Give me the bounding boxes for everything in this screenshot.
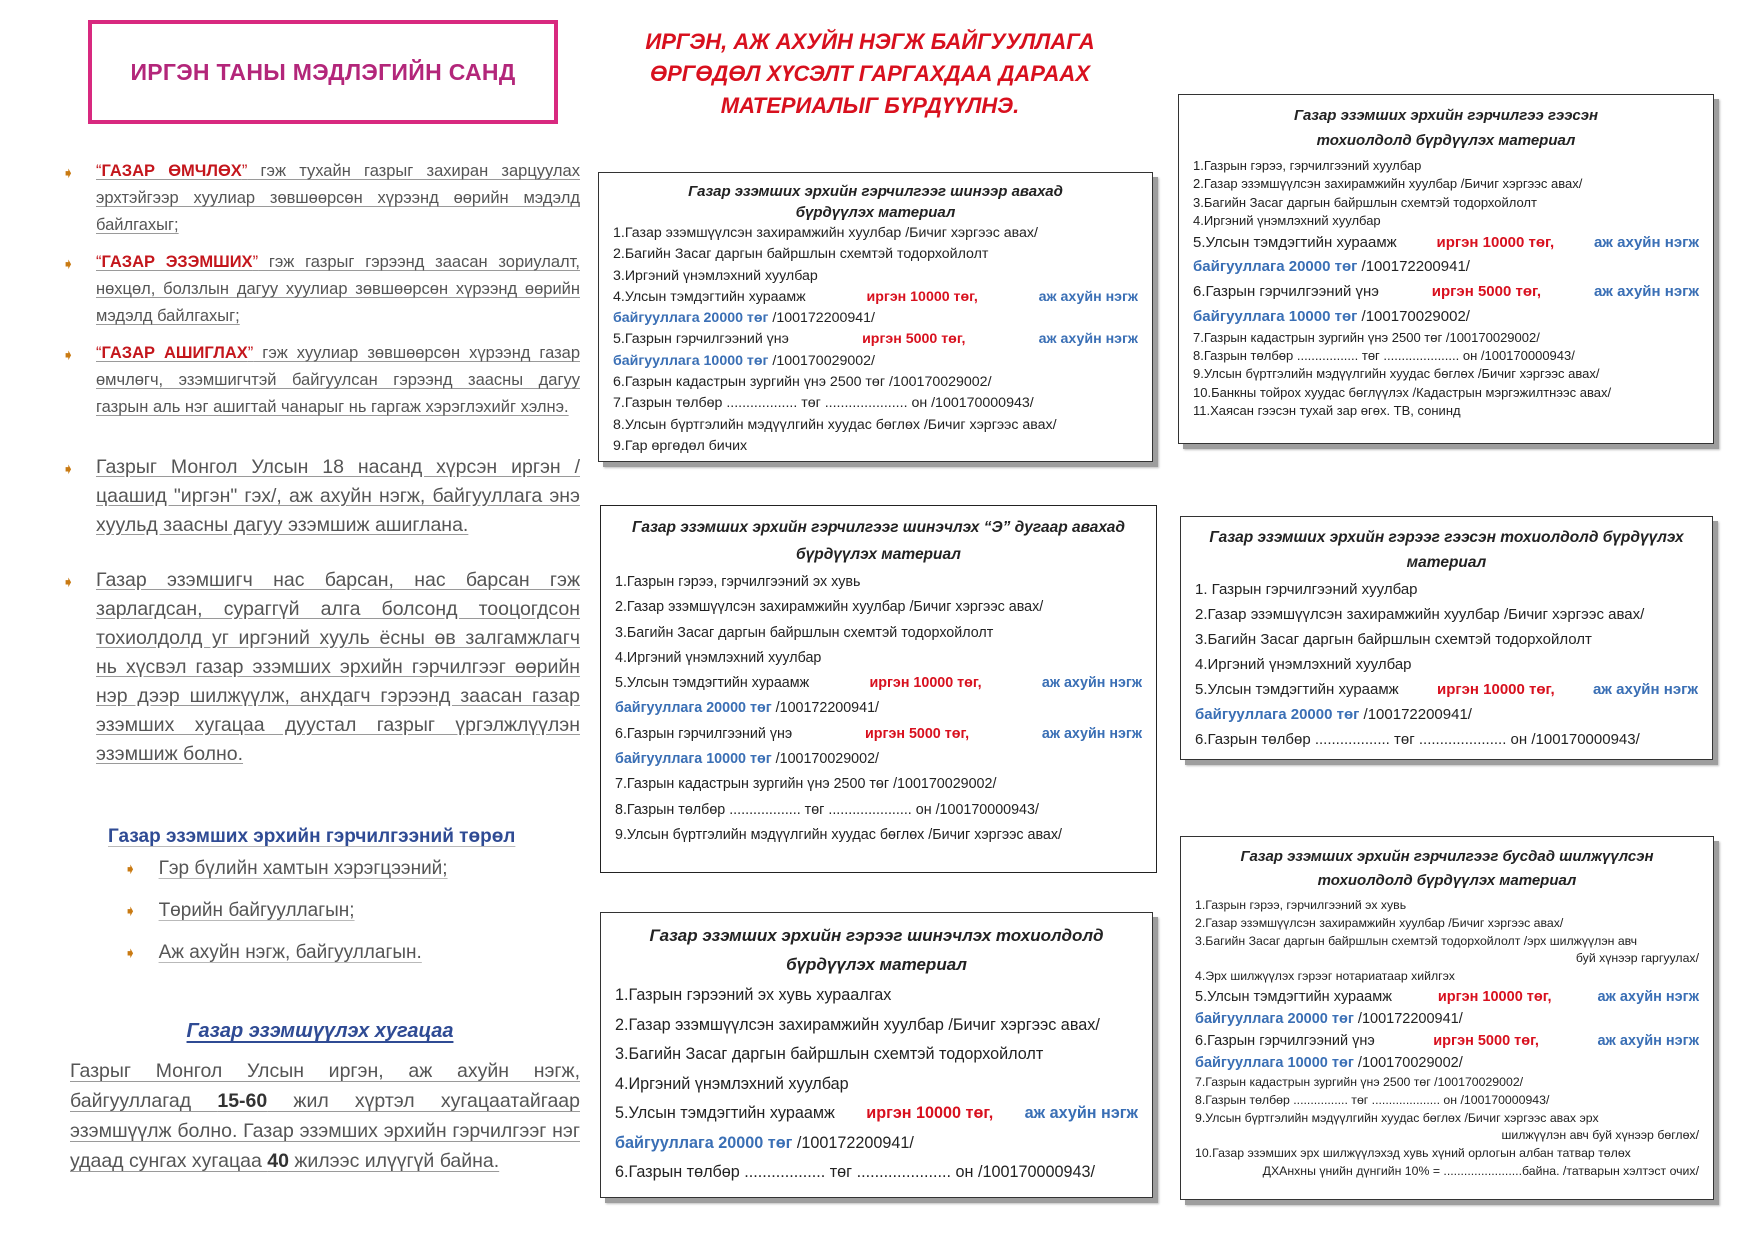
title-box — [88, 20, 558, 124]
definition-text: гэж тухайн газрыг захиран зарцуулах эрхтэйгээр хуулиар зөвшөөрсөн хүрээнд өөрийн мэдэлд байлгахыг; — [96, 162, 580, 234]
card-contract-lost: Газар эзэмших эрхийн гэрээг гээсэн тохиолдолд бүрдүүлэх материал 1. Газрын гэрчилгээний хуулбар 2.Газар эзэмшүүлсэн захирамжийн хуулбар /Бичиг хэргээс авах/ 3.Багийн Засаг даргын байршлын схемтэй тодорхойлолт 4.Иргэний үнэмлэхний хуулбар 5.Улсын тэмдэгтийн хураамж иргэн 10000 төг, аж ахуйн нэгж байгууллага 20000 төг /100172200941/ 6.Газрын төлбөр .................. төг ..................... он /100170000943/ — [1180, 516, 1713, 760]
duration-title: Газар эзэмшүүлэх хугацаа — [186, 1020, 454, 1042]
card-transfer-certificate: Газар эзэмших эрхийн гэрчилгээг бусдад шилжүүлсэн тохиолдолд бүрдүүлэх материал 1.Газрын гэрээ, гэрчилгээний эх хувь 2.Газар эзэмшүүлсэн захирамжийн хуулбар /Бичиг хэргээс авах/ 3.Багийн Засаг даргын байршлын схемтэй тодорхойлолт /эрх шилжүүлэн авч буй хүнээр гаргуулах/ 4.Эрх шилжүүлэх гэрээг нотариатаар хийлгэх 5.Улсын тэмдэгтийн хураамж иргэн 10000 төг, аж ахуйн нэгж байгууллага 20000 төг /100172200941/ 6.Газрын гэрчилгээний үнэ иргэн 5000 төг, аж ахуйн нэгж байгууллага 10000 төг /100170029002/ 7.Газрын кадастрын зургийн үнэ 2500 төг /100170029002/ 8.Газрын төлбөр ................ төг .................... он /100170000943/ 9.Улсын бүртгэлийн мэдүүлгийн хуудас бөглөх /Бичиг хэргээс авах эрх шилжүүлэн авч буй хүнээр бөглөх/ 10.Газар эзэмших эрх шилжүүлэхэд хувь хүний орлогын албан татвар төлөх ДХАнхны үнийн дүнгийн 10% = .......................байна. /татварын хэлтэст очих/ — [1180, 836, 1714, 1200]
definition-text: гэж хуулиар зөвшөөрсөн хүрээнд газар өмчлөгч, эзэмшигчтэй байгуулсан гэрээнд заасны дагуу газрын аль нэг ашигтай чанарыг нь гаргаж хэрэглэхийг хэлнэ. — [96, 344, 580, 416]
term-possess: ГАЗАР ЭЗЭМШИХ — [101, 253, 253, 271]
red-heading-line: МАТЕРИАЛЫГ БҮРДҮҮЛНЭ. — [720, 93, 1020, 118]
duration-text: Газрыг Монгол Улсын иргэн, аж ахуйн нэгж, байгууллагад 15-60 жил хүртэл хугацаатайгаар эзэмшүүлж болно. Газар эзэмших эрхийн гэрчилгээг нэг удаад сунгах хугацаа 40 жилээс илүүгүй байна. — [70, 1060, 580, 1172]
bullet-arrow-icon: ➧ — [62, 461, 75, 478]
bullet-arrow-icon: ➧ — [124, 903, 137, 920]
red-heading-line: ӨРГӨДӨЛ ХҮСЭЛТ ГАРГАХДАА ДАРААХ — [650, 61, 1090, 86]
paragraph-citizen-rights: ➧ Газрыг Монгол Улсын 18 насанд хүрсэн иргэн /цаашид "иргэн" гэх/, аж ахуйн нэгж, байгууллага энэ хуульд заасны дагуу эзэмшиж ашиглана. — [62, 456, 580, 536]
certificate-type-item: ➧ Төрийн байгууллагын; — [124, 900, 355, 921]
certificate-type-item: ➧ Аж ахуйн нэгж, байгууллагын. — [124, 942, 422, 963]
bullet-arrow-icon: ➧ — [124, 945, 137, 962]
card-title: Газар эзэмших эрхийн гэрээг шинэчлэх тохиолдолд бүрдүүлэх материал — [649, 926, 1104, 974]
page-title: ИРГЭН ТАНЫ МЭДЛЭГИЙН САНД — [130, 58, 516, 85]
card-title: Газар эзэмших эрхийн гэрчилгээ гээсэн тохиолдолд бүрдүүлэх материал — [1293, 107, 1599, 149]
card-title: Газар эзэмших эрхийн гэрээг гээсэн тохиолдолд бүрдүүлэх материал — [1209, 529, 1684, 571]
bullet-arrow-icon: ➧ — [124, 861, 137, 878]
bullet-arrow-icon: ➧ — [62, 347, 75, 364]
term-own: ГАЗАР ӨМЧЛӨХ — [101, 162, 242, 180]
definition-use: ➧ “ГАЗАР АШИГЛАХ” гэж хуулиар зөвшөөрсөн хүрээнд газар өмчлөгч, эзэмшигчтэй байгуулсан гэрээнд заасны дагуу газрын аль нэг ашигтай чанарыг нь гаргаж хэрэглэхийг хэлнэ. — [62, 344, 580, 416]
card-new-certificate: Газар эзэмших эрхийн гэрчилгээг шинээр авахад бүрдүүлэх материал 1.Газар эзэмшүүлсэн захирамжийн хуулбар /Бичиг хэргээс авах/ 2.Багийн Засаг даргын байршлын схемтэй тодорхойлолт 3.Иргэний үнэмлэхний хуулбар 4.Улсын тэмдэгтийн хураамж иргэн 10000 төг, аж ахуйн нэгж байгууллага 20000 төг /100172200941/ 5.Газрын гэрчилгээний үнэ иргэн 5000 төг, аж ахуйн нэгж байгууллага 10000 төг /100170029002/ 6.Газрын кадастрын зургийн үнэ 2500 төг /100170029002/ 7.Газрын төлбөр .................. төг ..................... он /100170000943/ 8.Улсын бүртгэлийн мэдүүлгийн хуудас бөглөх /Бичиг хэргээс авах/ 9.Гар өргөдөл бичих — [598, 172, 1153, 462]
card-title: Газар эзэмших эрхийн гэрчилгээг шинээр авахад бүрдүүлэх материал — [688, 183, 1063, 221]
card-contract-renew: Газар эзэмших эрхийн гэрээг шинэчлэх тохиолдолд бүрдүүлэх материал 1.Газрын гэрээний эх хувь хураалгах 2.Газар эзэмшүүлсэн захирамжийн хуулбар /Бичиг хэргээс авах/ 3.Багийн Засаг даргын байршлын схемтэй тодорхойлолт 4.Иргэний үнэмлэхний хуулбар 5.Улсын тэмдэгтийн хураамж иргэн 10000 төг, аж ахуйн нэгж байгууллага 20000 төг /100172200941/ 6.Газрын төлбөр .................. төг ..................... он /100170000943/ — [600, 912, 1153, 1198]
certificate-types-title: Газар эзэмших эрхийн гэрчилгээний төрөл — [108, 826, 516, 847]
definition-own: ➧ “ГАЗАР ӨМЧЛӨХ” гэж тухайн газрыг захиран зарцуулах эрхтэйгээр хуулиар зөвшөөрсөн хүрээнд өөрийн мэдэлд байлгахыг; — [62, 162, 580, 234]
bullet-arrow-icon: ➧ — [62, 574, 75, 591]
term-use: ГАЗАР АШИГЛАХ — [101, 344, 248, 362]
red-heading — [600, 26, 1140, 122]
bullet-arrow-icon: ➧ — [62, 256, 75, 273]
certificate-type-item: ➧ Гэр бүлийн хамтын хэрэгцээний; — [124, 858, 448, 879]
card-title: Газар эзэмших эрхийн гэрчилгээг бусдад шилжүүлсэн тохиолдолд бүрдүүлэх материал — [1240, 848, 1654, 889]
card-title: Газар эзэмших эрхийн гэрчилгээг шинэчлэх “Э” дугаар авахад бүрдүүлэх материал — [632, 519, 1125, 563]
red-heading-line: ИРГЭН, АЖ АХУЙН НЭГЖ БАЙГУУЛЛАГА — [645, 29, 1095, 54]
card-renew-certificate: Газар эзэмших эрхийн гэрчилгээг шинэчлэх “Э” дугаар авахад бүрдүүлэх материал 1.Газрын гэрээ, гэрчилгээний эх хувь 2.Газар эзэмшүүлсэн захирамжийн хуулбар /Бичиг хэргээс авах/ 3.Багийн Засаг даргын байршлын схемтэй тодорхойлолт 4.Иргэний үнэмлэхний хуулбар 5.Улсын тэмдэгтийн хураамж иргэн 10000 төг, аж ахуйн нэгж байгууллага 20000 төг /100172200941/ 6.Газрын гэрчилгээний үнэ иргэн 5000 төг, аж ахуйн нэгж байгууллага 10000 төг /100170029002/ 7.Газрын кадастрын зургийн үнэ 2500 төг /100170029002/ 8.Газрын төлбөр .................. төг ..................... он /100170000943/ 9.Улсын бүртгэлийн мэдүүлгийн хуудас бөглөх /Бичиг хэргээс авах/ — [600, 505, 1157, 873]
definition-text: гэж газрыг гэрээнд заасан зориулалт, нөхцөл, болзлын дагуу хуулиар зөвшөөрсөн хүрээнд өөрийн мэдэлд байлгахыг; — [96, 253, 580, 325]
definitions-column — [60, 158, 580, 769]
bullet-arrow-icon: ➧ — [62, 165, 75, 182]
card-lost-certificate: Газар эзэмших эрхийн гэрчилгээ гээсэн тохиолдолд бүрдүүлэх материал 1.Газрын гэрээ, гэрчилгээний хуулбар 2.Газар эзэмшүүлсэн захирамжийн хуулбар /Бичиг хэргээс авах/ 3.Багийн Засаг даргын байршлын схемтэй тодорхойлолт 4.Иргэний үнэмлэхний хуулбар 5.Улсын тэмдэгтийн хураамж иргэн 10000 төг, аж ахуйн нэгж байгууллага 20000 төг /100172200941/ 6.Газрын гэрчилгээний үнэ иргэн 5000 төг, аж ахуйн нэгж байгууллага 10000 төг /100170029002/ 7.Газрын кадастрын зургийн үнэ 2500 төг /100170029002/ 8.Газрын төлбөр ................. төг ..................... он /100170000943/ 9.Улсын бүртгэлийн мэдүүлгийн хуудас бөглөх /Бичиг хэргээс авах/ 10.Банкны тойрох хуудас бөглүүлэх /Кадастрын мэргэжилтнээс авах/ 11.Хаясан гээсэн тухай зар өгөх. ТВ, сонинд — [1178, 94, 1714, 444]
paragraph-inheritance: ➧ Газар эзэмшигч нас барсан, нас барсан гэж зарлагдсан, сураггүй алга болсонд тооцогдсон тохиолдолд уг иргэний хууль ёсны өв залгамжлагч нь хүсвэл газар эзэмших эрхийн гэрчилгээг өөрийн нэр дээр шилжүүлж, анхдагч гэрээнд заасан газар эзэмших хугацаа дуустал газрыг үргэлжлүүлэн эзэмшиж болно. — [62, 569, 580, 765]
definition-possess: ➧ “ГАЗАР ЭЗЭМШИХ” гэж газрыг гэрээнд заасан зориулалт, нөхцөл, болзлын дагуу хуулиар зөвшөөрсөн хүрээнд өөрийн мэдэлд байлгахыг; — [62, 253, 580, 325]
